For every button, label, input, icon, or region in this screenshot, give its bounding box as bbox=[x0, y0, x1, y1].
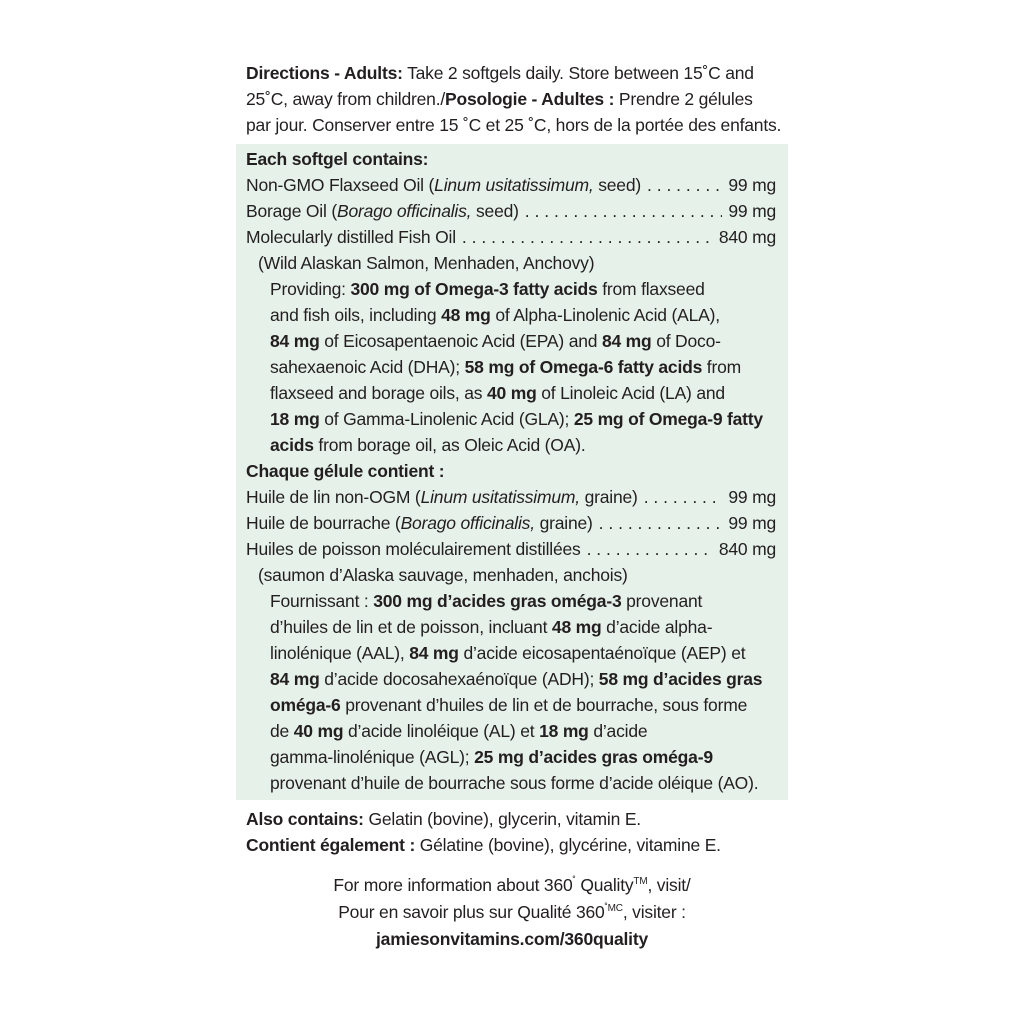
ingredient-name: Huile de lin non-OGM (Linum usitatissimum, graine) bbox=[246, 487, 638, 507]
footer-line-en: For more information about 360˚ Quality™, visit/ bbox=[333, 875, 691, 895]
heading-text: Chaque gélule contient : bbox=[246, 461, 445, 481]
ingredient-row bbox=[236, 536, 788, 562]
ingredient-name: Huile de bourrache (Borago officinalis, graine) bbox=[246, 513, 593, 533]
ingredient-amount: 840 mg bbox=[718, 227, 776, 247]
ingredient-name: Molecularly distilled Fish Oil bbox=[246, 227, 456, 247]
leader-dots bbox=[462, 224, 713, 250]
providing-line: Providing: 300 mg of Omega-3 fatty acids from flaxseed bbox=[270, 279, 705, 299]
fish-source: (saumon d’Alaska sauvage, menhaden, anchois) bbox=[258, 565, 628, 585]
providing-line: provenant d’huile de bourrache sous forme d’acide oléique (AO). bbox=[270, 773, 759, 793]
providing-line: de 40 mg d’acide linoléique (AL) et 18 mg d’acide bbox=[270, 721, 648, 741]
also-contains-block bbox=[236, 806, 788, 858]
website-url: jamiesonvitamins.com/360quality bbox=[376, 929, 648, 949]
directions-heading-fr: Posologie - Adultes : bbox=[445, 89, 615, 109]
directions-heading-en: Directions - Adults: bbox=[246, 63, 403, 83]
leader-dots bbox=[599, 510, 723, 536]
ingredient-amount: 99 mg bbox=[728, 175, 776, 195]
providing-line: linolénique (AAL), 84 mg d’acide eicosapentaénoïque (AEP) et bbox=[270, 643, 746, 663]
ingredient-amount: 99 mg bbox=[728, 487, 776, 507]
providing-line: oméga-6 provenant d’huiles de lin et de bourrache, sous forme bbox=[270, 695, 748, 715]
ingredient-row bbox=[236, 172, 788, 198]
providing-line: 84 mg d’acide docosahexaénoïque (ADH); 58 mg d’acides gras bbox=[270, 669, 763, 689]
directions-text: Prendre 2 gélules bbox=[614, 89, 753, 109]
ingredient-name: Non-GMO Flaxseed Oil (Linum usitatissimum, seed) bbox=[246, 175, 641, 195]
leader-dots bbox=[644, 484, 723, 510]
ingredient-amount: 840 mg bbox=[718, 539, 776, 559]
directions-text: Take 2 softgels daily. Store between 15˚C and bbox=[402, 63, 754, 83]
ingredient-amount: 99 mg bbox=[728, 201, 776, 221]
providing-line: Fournissant : 300 mg d’acides gras oméga-3 provenant bbox=[270, 591, 703, 611]
ingredients-heading-fr bbox=[236, 458, 788, 484]
leader-dots bbox=[587, 536, 713, 562]
supplement-label bbox=[236, 60, 788, 953]
directions-text: 25˚C, away from children./ bbox=[246, 89, 446, 109]
quality-footer bbox=[236, 872, 788, 953]
also-contains-fr: Contient également : Gélatine (bovine), glycérine, vitamine E. bbox=[246, 835, 721, 855]
ingredient-name: Huiles de poisson moléculairement distillées bbox=[246, 539, 581, 559]
providing-line: sahexaenoic Acid (DHA); 58 mg of Omega-6 fatty acids from bbox=[270, 357, 742, 377]
ingredient-row bbox=[236, 198, 788, 224]
providing-line: 84 mg of Eicosapentaenoic Acid (EPA) and 84 mg of Doco- bbox=[270, 331, 721, 351]
ingredient-row bbox=[236, 510, 788, 536]
providing-line: flaxseed and borage oils, as 40 mg of Linoleic Acid (LA) and bbox=[270, 383, 725, 403]
ingredient-row bbox=[236, 484, 788, 510]
directions-block bbox=[236, 60, 788, 138]
leader-dots bbox=[647, 172, 722, 198]
ingredients-heading-en bbox=[236, 146, 788, 172]
heading-text: Each softgel contains: bbox=[246, 149, 429, 169]
providing-line: 18 mg of Gamma-Linolenic Acid (GLA); 25 mg of Omega-9 fatty bbox=[270, 409, 763, 429]
directions-line-1 bbox=[236, 60, 788, 86]
ingredient-name: Borage Oil (Borago officinalis, seed) bbox=[246, 201, 519, 221]
providing-line: d’huiles de lin et de poisson, incluant 48 mg d’acide alpha- bbox=[270, 617, 713, 637]
directions-line-2 bbox=[236, 86, 788, 112]
providing-line: gamma-linolénique (AGL); 25 mg d’acides gras oméga-9 bbox=[270, 747, 713, 767]
providing-line: and fish oils, including 48 mg of Alpha-Linolenic Acid (ALA), bbox=[270, 305, 720, 325]
footer-line-fr: Pour en savoir plus sur Qualité $360^{˚MC}$, visiter : bbox=[338, 902, 686, 922]
providing-line: acids from borage oil, as Oleic Acid (OA). bbox=[270, 435, 586, 455]
directions-line-3 bbox=[236, 112, 788, 138]
leader-dots bbox=[525, 198, 723, 224]
ingredients-panel bbox=[236, 144, 788, 800]
also-contains-en: Also contains: Gelatin (bovine), glycerin, vitamin E. bbox=[246, 809, 641, 829]
fish-source: (Wild Alaskan Salmon, Menhaden, Anchovy) bbox=[258, 253, 595, 273]
ingredient-amount: 99 mg bbox=[728, 513, 776, 533]
ingredient-row bbox=[236, 224, 788, 250]
directions-text: par jour. Conserver entre 15 ˚C et 25 ˚C, hors de la portée des enfants. bbox=[246, 115, 782, 135]
